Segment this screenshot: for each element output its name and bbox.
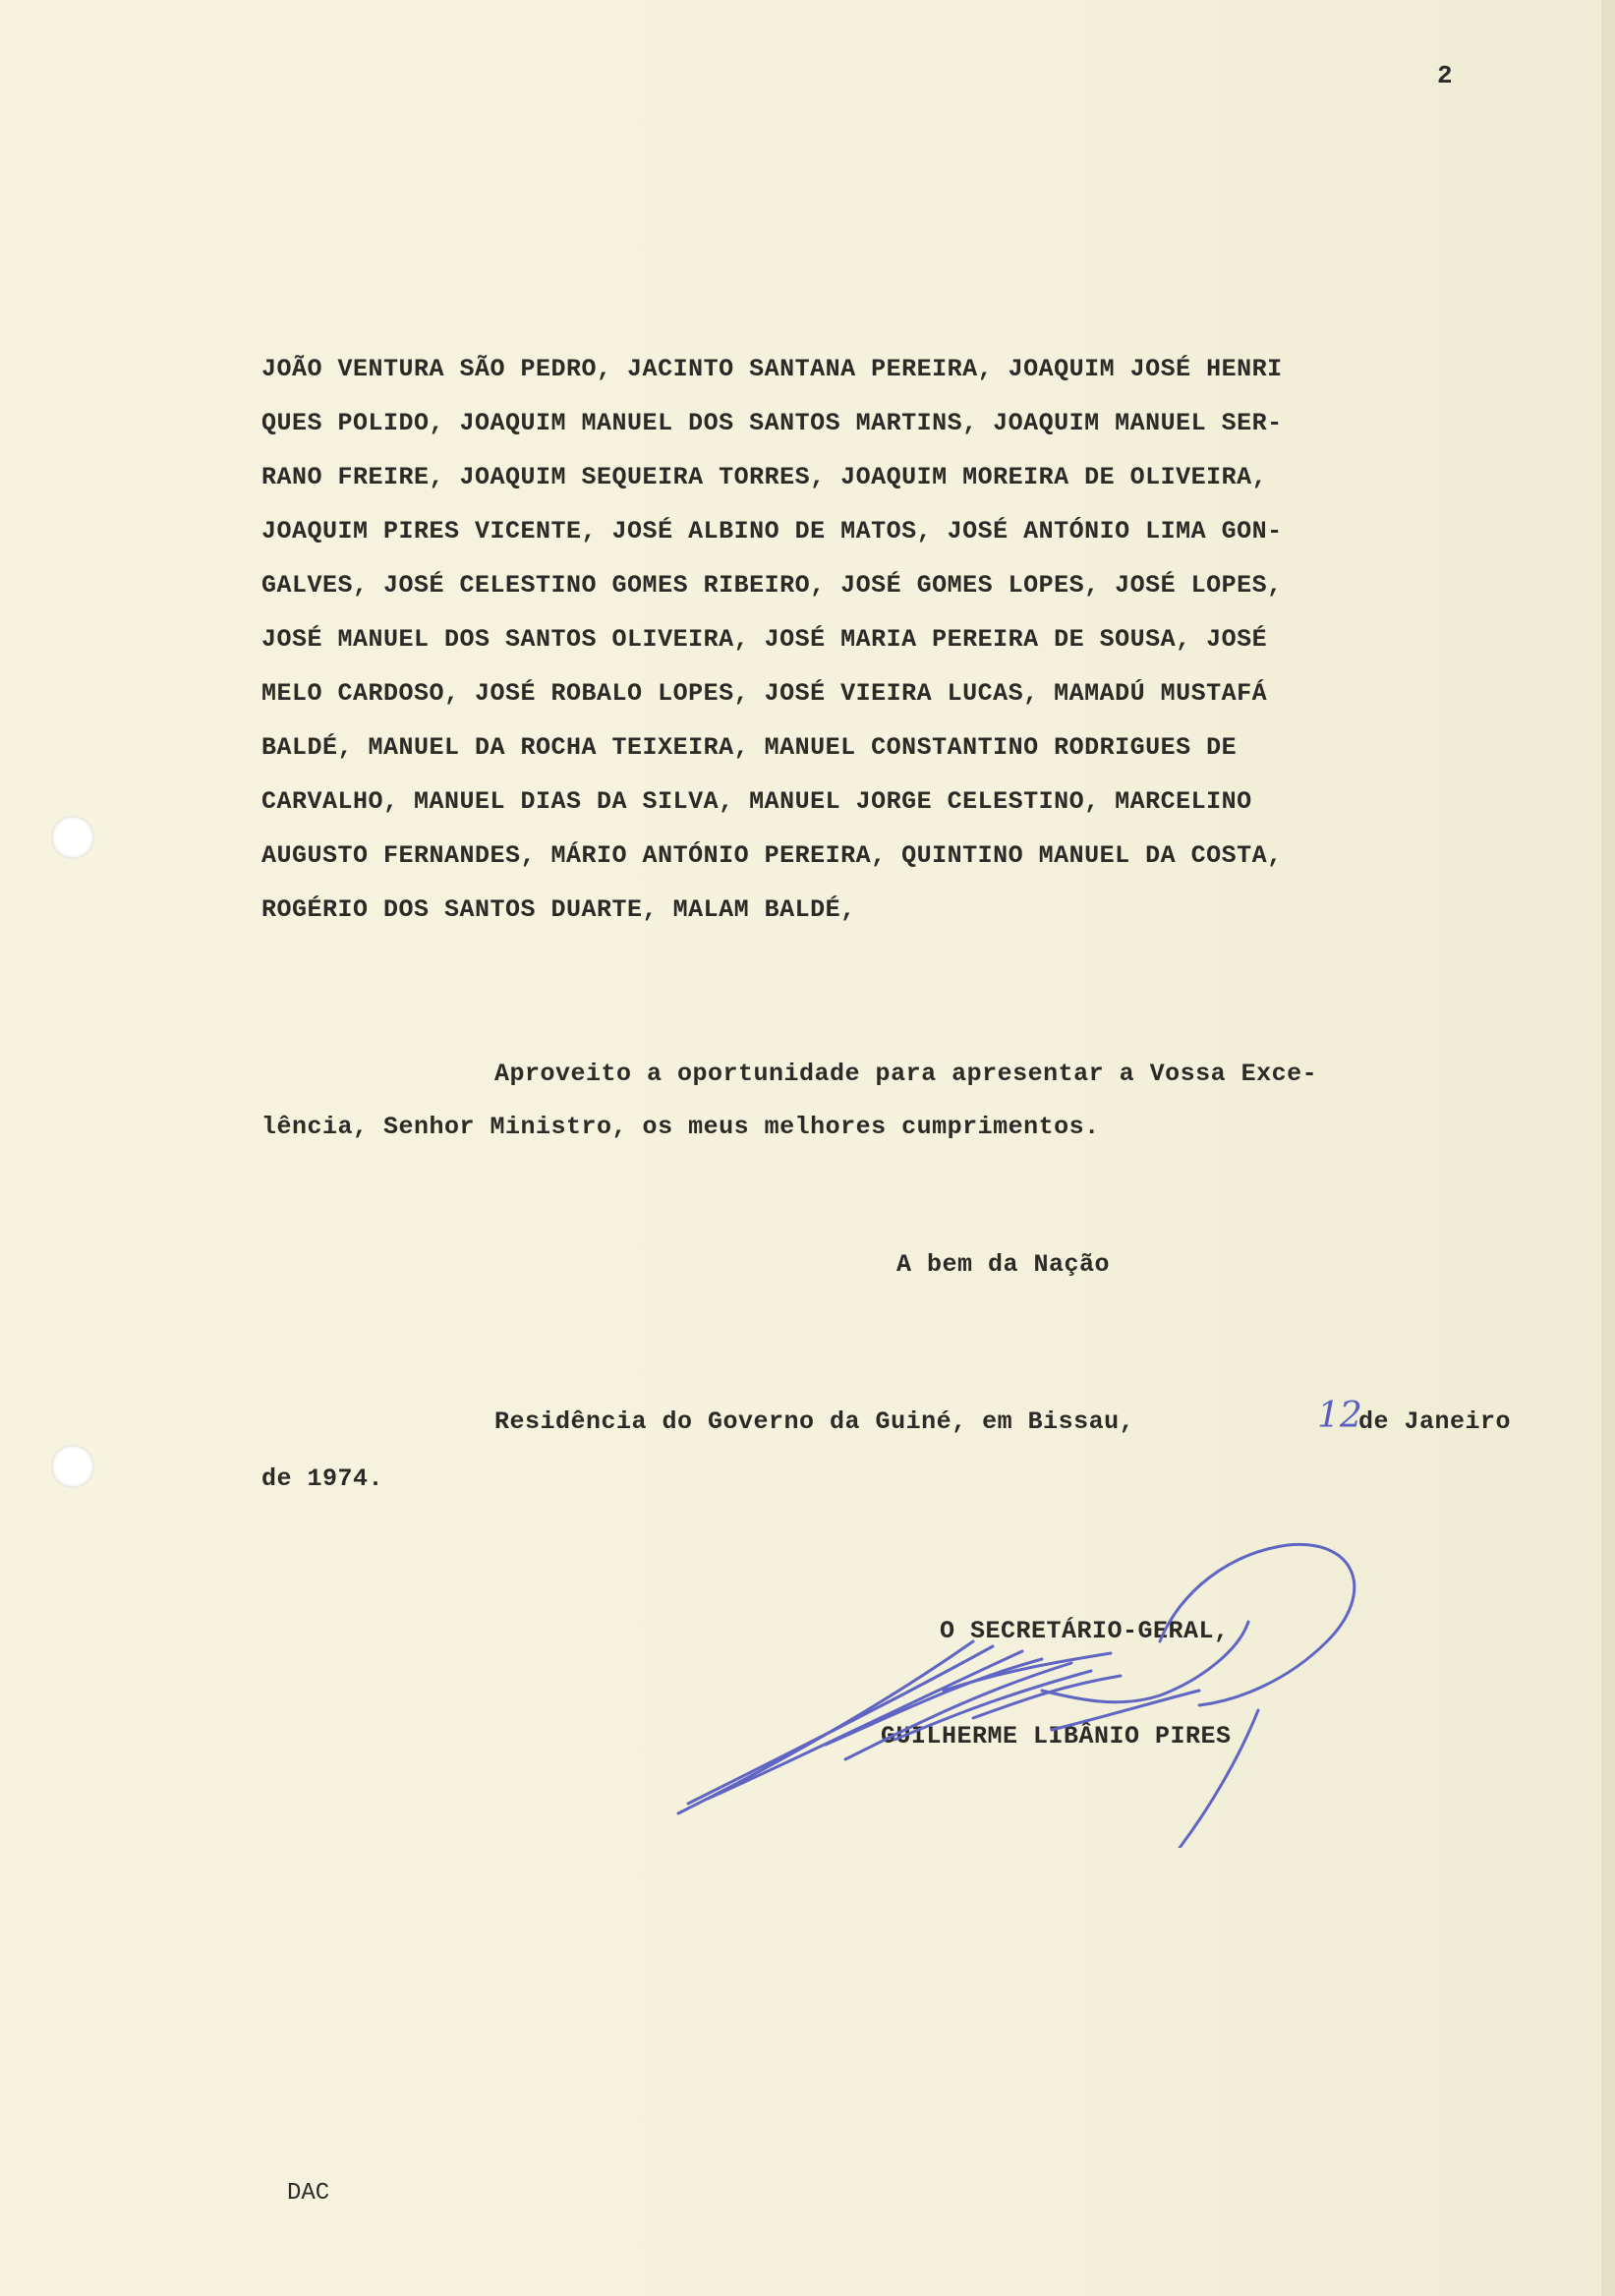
names-paragraph xyxy=(261,350,1549,945)
salutation: A bem da Nação xyxy=(896,1250,1111,1279)
page-number: 2 xyxy=(1437,61,1453,90)
punch-hole-bottom xyxy=(51,1445,94,1488)
page-edge xyxy=(1601,0,1615,2296)
punch-hole-top xyxy=(51,816,94,859)
handwritten-signature xyxy=(649,1533,1396,1848)
signatory-title: O SECRETÁRIO-GERAL, xyxy=(940,1617,1230,1645)
closing-line-2: lência, Senhor Ministro, os meus melhores cumprimentos. xyxy=(261,1113,1100,1141)
signatory-name: GUILHERME LIBÂNIO PIRES xyxy=(881,1722,1232,1751)
names-line: RANO FREIRE, JOAQUIM SEQUEIRA TORRES, JOAQUIM MOREIRA DE OLIVEIRA, xyxy=(261,463,1268,491)
handwritten-day: 12 xyxy=(1317,1396,1362,1436)
year-line: de 1974. xyxy=(261,1464,384,1493)
names-line: CARVALHO, MANUEL DIAS DA SILVA, MANUEL JORGE CELESTINO, MARCELINO xyxy=(261,787,1252,816)
place-date-suffix: de Janeiro xyxy=(1358,1407,1512,1436)
names-line: ROGÉRIO DOS SANTOS DUARTE, MALAM BALDÉ, xyxy=(261,895,856,924)
names-line: AUGUSTO FERNANDES, MÁRIO ANTÓNIO PEREIRA, QUINTINO MANUEL DA COSTA, xyxy=(261,841,1283,870)
names-line: JOAQUIM PIRES VICENTE, JOSÉ ALBINO DE MATOS, JOSÉ ANTÓNIO LIMA GON- xyxy=(261,517,1283,545)
names-line: JOSÉ MANUEL DOS SANTOS OLIVEIRA, JOSÉ MARIA PEREIRA DE SOUSA, JOSÉ xyxy=(261,625,1268,654)
names-line: BALDÉ, MANUEL DA ROCHA TEIXEIRA, MANUEL CONSTANTINO RODRIGUES DE xyxy=(261,733,1238,762)
closing-line-1: Aproveito a oportunidade para apresentar a Vossa Exce- xyxy=(494,1060,1318,1088)
names-line: MELO CARDOSO, JOSÉ ROBALO LOPES, JOSÉ VIEIRA LUCAS, MAMADÚ MUSTAFÁ xyxy=(261,679,1268,708)
place-date-prefix: Residência do Governo da Guiné, em Bissau, xyxy=(494,1407,1135,1436)
names-line: JOÃO VENTURA SÃO PEDRO, JACINTO SANTANA PEREIRA, JOAQUIM JOSÉ HENRI xyxy=(261,355,1283,383)
names-line: GALVES, JOSÉ CELESTINO GOMES RIBEIRO, JOSÉ GOMES LOPES, JOSÉ LOPES, xyxy=(261,571,1283,600)
archive-mark: DAC xyxy=(287,2180,330,2207)
names-line: QUES POLIDO, JOAQUIM MANUEL DOS SANTOS MARTINS, JOAQUIM MANUEL SER- xyxy=(261,409,1283,437)
